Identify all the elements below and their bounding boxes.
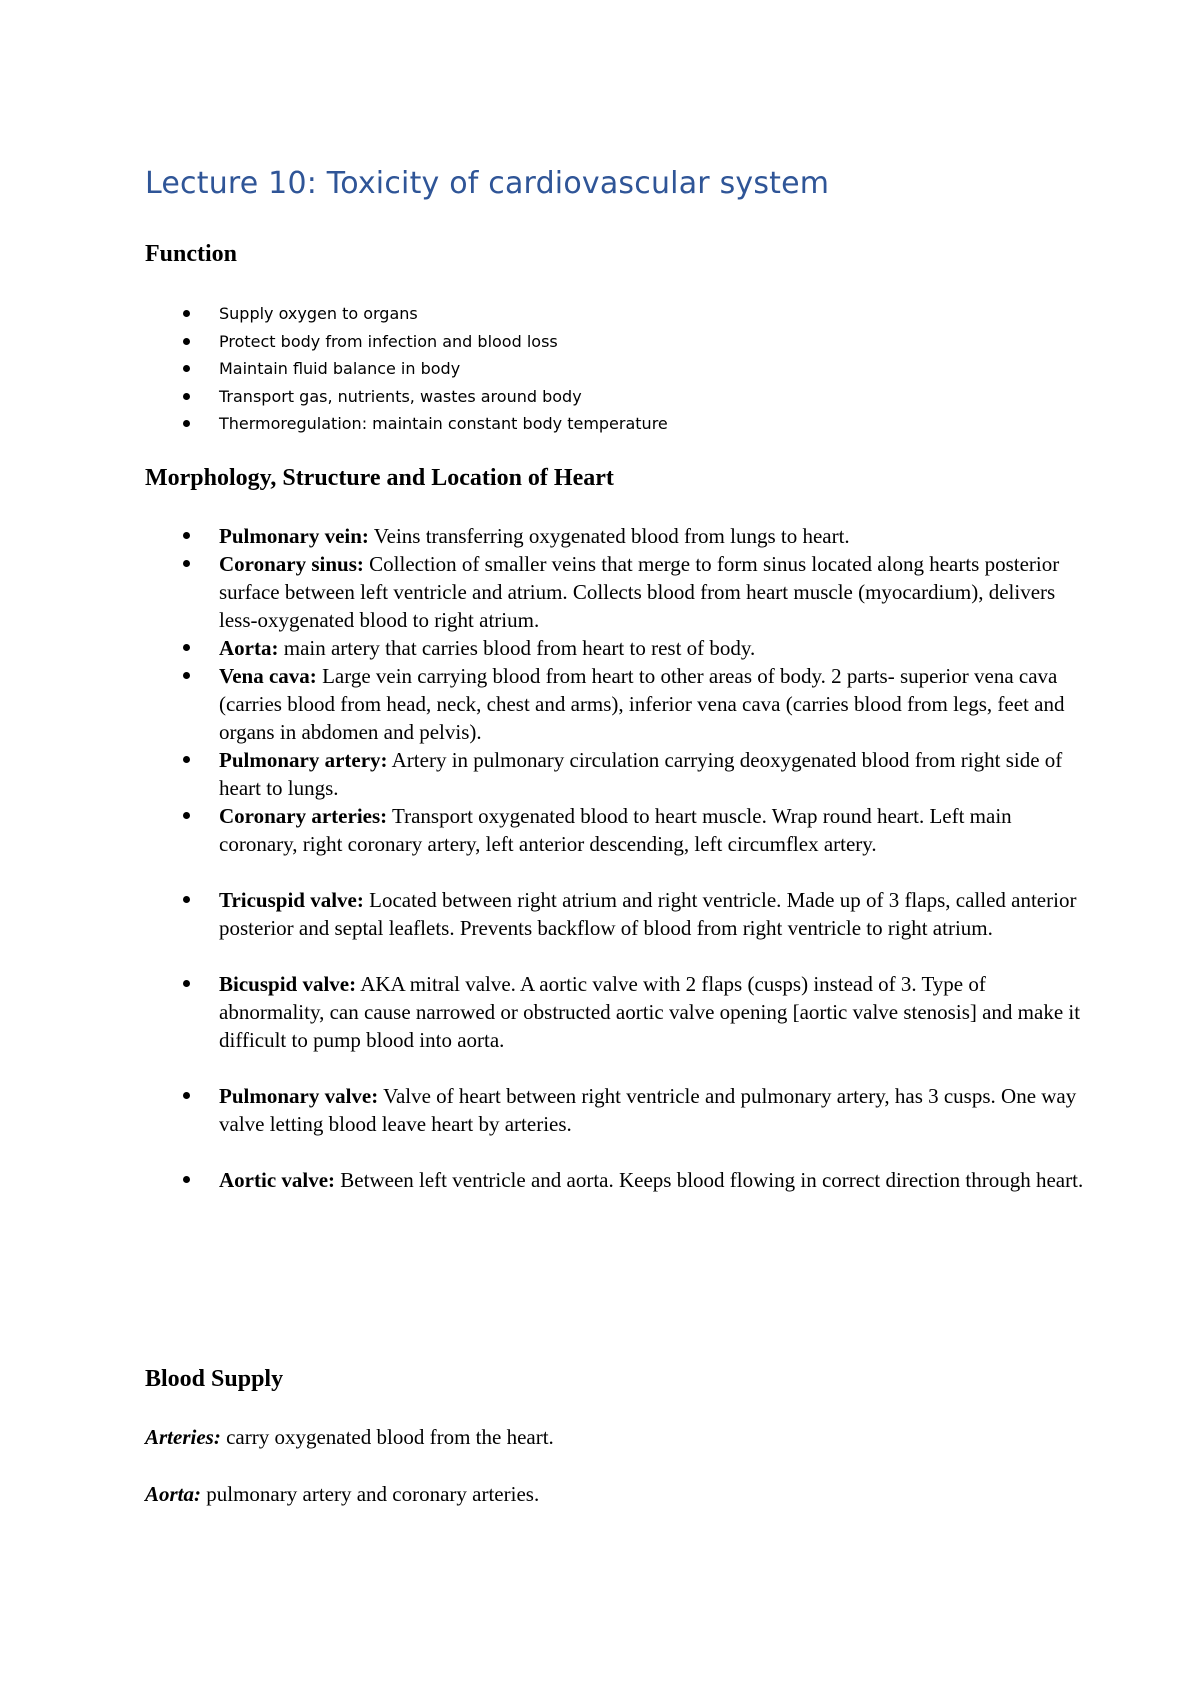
list-item (145, 355, 1045, 383)
list-item (145, 634, 1085, 662)
term-definition: Artery in pulmonary circulation carrying deoxygenated blood from right side of heart to lungs. (219, 748, 1063, 800)
function-heading: Function (145, 241, 238, 267)
list-item (145, 886, 1085, 942)
term-definition: Collection of smaller veins that merge to form sinus located along hearts posterior surface between left ventricle and atrium. Collects blood from heart muscle (myocardium), delivers less-oxygenated blood to right atrium. (219, 552, 1060, 632)
bullet-icon (183, 532, 190, 539)
bullet-icon (183, 812, 190, 819)
term-label: Aorta: (219, 636, 279, 660)
list-item-text: Supply oxygen to organs (219, 304, 418, 323)
bullet-icon (183, 896, 190, 903)
function-list (145, 300, 1045, 438)
bullet-icon (183, 980, 190, 987)
term-definition: Located between right atrium and right ventricle. Made up of 3 flaps, called anterior posterior and septal leaflets. Prevents backflow of blood from right ventricle to right atrium. (219, 888, 1077, 940)
term-definition: AKA mitral valve. A aortic valve with 2 flaps (cusps) instead of 3. Type of abnormality, can cause narrowed or obstructed aortic valve opening [aortic valve stenosis] and make it difficult to pump blood into aorta. (219, 972, 1081, 1052)
bullet-icon (183, 420, 190, 427)
list-item (145, 328, 1045, 356)
bullet-icon (183, 756, 190, 763)
term-definition: Veins transferring oxygenated blood from lungs to heart. (368, 524, 850, 548)
list-item (145, 1082, 1085, 1138)
page-title: Lecture 10: Toxicity of cardiovascular system (145, 166, 830, 201)
list-item (145, 550, 1085, 634)
term-label: Aortic valve: (219, 1168, 336, 1192)
term-label: Coronary sinus: (219, 552, 364, 576)
term-definition: Large vein carrying blood from heart to other areas of body. 2 parts- superior vena cava (carries blood from head, neck, chest and arms), inferior vena cava (carries blood from legs, feet and organs in abdomen and pelvis). (219, 664, 1065, 744)
bullet-icon (183, 338, 190, 345)
bullet-icon (183, 393, 190, 400)
list-item-text: Transport gas, nutrients, wastes around body (219, 386, 582, 406)
arteries-label: Arteries: (145, 1425, 221, 1449)
arteries-text: carry oxygenated blood from the heart. (220, 1425, 554, 1449)
term-label: Vena cava: (219, 664, 317, 688)
list-item-text: Protect body from infection and blood loss (219, 331, 558, 351)
term-label: Pulmonary vein: (219, 524, 369, 548)
term-label: Coronary arteries: (219, 804, 388, 828)
list-item-text: Maintain fluid balance in body (219, 359, 461, 378)
list-item (145, 1166, 1085, 1194)
bullet-icon (183, 365, 190, 372)
term-definition: Between left ventricle and aorta. Keeps blood flowing in correct direction through heart. (335, 1168, 1084, 1192)
bullet-icon (183, 310, 190, 317)
morphology-heading: Morphology, Structure and Location of Heart (145, 465, 614, 491)
aorta-label: Aorta: (145, 1482, 202, 1506)
list-item (145, 662, 1085, 746)
term-label: Pulmonary valve: (219, 1084, 379, 1108)
aorta-paragraph (145, 1482, 539, 1507)
arteries-paragraph (145, 1425, 554, 1450)
term-label: Tricuspid valve: (219, 888, 364, 912)
term-label: Pulmonary artery: (219, 748, 388, 772)
list-item (145, 383, 1045, 411)
aorta-text: pulmonary artery and coronary arteries. (201, 1482, 540, 1506)
list-item (145, 300, 1045, 328)
morphology-list (145, 522, 1085, 1194)
term-definition: Transport oxygenated blood to heart muscle. Wrap round heart. Left main coronary, right coronary artery, left anterior descending, left circumflex artery. (219, 804, 1012, 856)
list-item (145, 746, 1085, 802)
blood-supply-heading: Blood Supply (145, 1366, 284, 1392)
list-item-text: Thermoregulation: maintain constant body temperature (219, 414, 668, 433)
bullet-icon (183, 1176, 190, 1183)
bullet-icon (183, 1092, 190, 1099)
term-definition: Valve of heart between right ventricle and pulmonary artery, has 3 cusps. One way valve letting blood leave heart by arteries. (219, 1084, 1077, 1136)
list-item (145, 970, 1085, 1054)
bullet-icon (183, 560, 190, 567)
term-definition: main artery that carries blood from heart to rest of body. (278, 636, 756, 660)
list-item (145, 522, 1085, 550)
bullet-icon (183, 644, 190, 651)
term-label: Bicuspid valve: (219, 972, 357, 996)
bullet-icon (183, 672, 190, 679)
list-item (145, 410, 1045, 438)
list-item (145, 802, 1085, 858)
